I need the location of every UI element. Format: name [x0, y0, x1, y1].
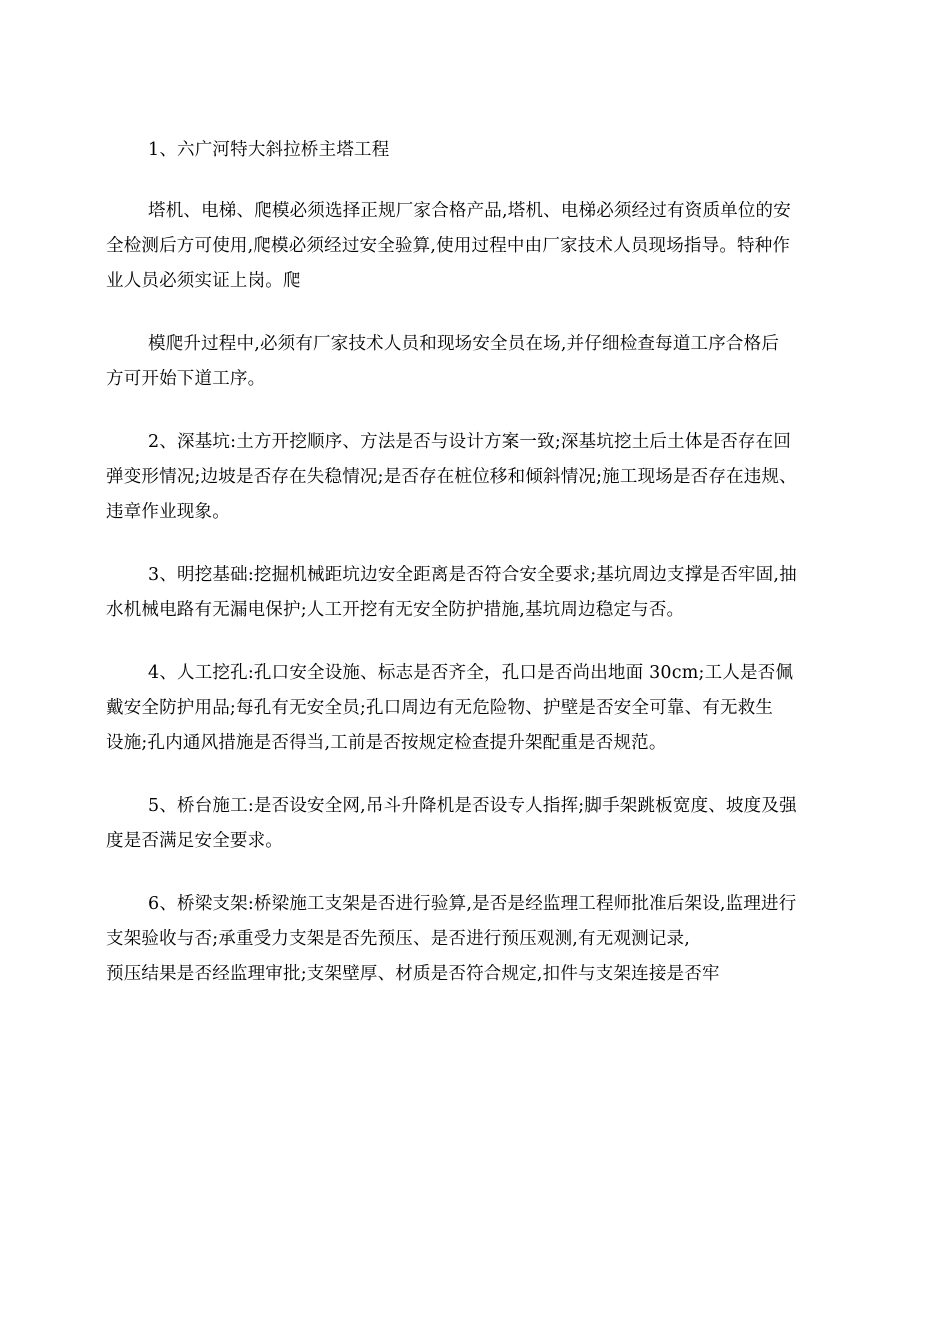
text-line: 戴安全防护用品;每孔有无安全员;孔口周边有无危险物、护壁是否安全可靠、有无救生	[106, 698, 774, 718]
text-line: 6、桥梁支架:桥梁施工支架是否进行验算,是否是经监理工程师批准后架设,监理进行	[148, 894, 797, 914]
paragraph-manual-pile-digging	[106, 656, 846, 761]
paragraph-open-excavation	[106, 558, 846, 628]
text-line: 全检测后方可使用,爬模必须经过安全验算,使用过程中由厂家技术人员现场指导。特种作	[106, 236, 791, 256]
text-line: 设施;孔内通风措施是否得当,工前是否按规定检查提升架配重是否规范。	[106, 733, 667, 753]
text-line: 弹变形情况;边坡是否存在失稳情况;是否存在桩位移和倾斜情况;施工现场是否存在违规、	[106, 467, 797, 487]
document-body	[106, 133, 846, 992]
text-line: 模爬升过程中,必须有厂家技术人员和现场安全员在场,并仔细检查每道工序合格后	[148, 334, 780, 354]
paragraph-deep-foundation-pit	[106, 425, 846, 530]
section-heading-1	[106, 133, 846, 168]
text-line: 水机械电路有无漏电保护;人工开挖有无安全防护措施,基坑周边稳定与否。	[106, 600, 685, 620]
paragraph-abutment-construction	[106, 789, 846, 859]
paragraph-tower-equipment	[106, 194, 846, 299]
text-line: 支架验收与否;承重受力支架是否先预压、是否进行预压观测,有无观测记录,	[106, 929, 691, 949]
text-line: 塔机、电梯、爬模必须选择正规厂家合格产品,塔机、电梯必须经过有资质单位的安	[148, 201, 791, 221]
paragraph-bridge-support	[106, 887, 846, 992]
text-line: 3、明挖基础:挖掘机械距坑边安全距离是否符合安全要求;基坑周边支撑是否牢固,抽	[148, 565, 797, 585]
text-line: 2、深基坑:土方开挖顺序、方法是否与设计方案一致;深基坑挖土后土体是否存在回	[148, 432, 792, 452]
text-line: 方可开始下道工序。	[106, 369, 266, 389]
text-line: 4、人工挖孔:孔口安全设施、标志是否齐全，孔口是否尚出地面 30cm;工人是否佩	[148, 663, 794, 683]
text-line: 预压结果是否经监理审批;支架壁厚、材质是否符合规定,扣件与支架连接是否牢	[106, 964, 720, 984]
text-line: 违章作业现象。	[106, 502, 230, 522]
paragraph-climbing-form	[106, 327, 846, 397]
text-line: 5、桥台施工:是否设安全网,吊斗升降机是否设专人指挥;脚手架跳板宽度、坡度及强	[148, 796, 797, 816]
text-line: 1、六广河特大斜拉桥主塔工程	[148, 140, 390, 160]
text-line: 业人员必须实证上岗。爬	[106, 271, 301, 291]
text-line: 度是否满足安全要求。	[106, 831, 283, 851]
